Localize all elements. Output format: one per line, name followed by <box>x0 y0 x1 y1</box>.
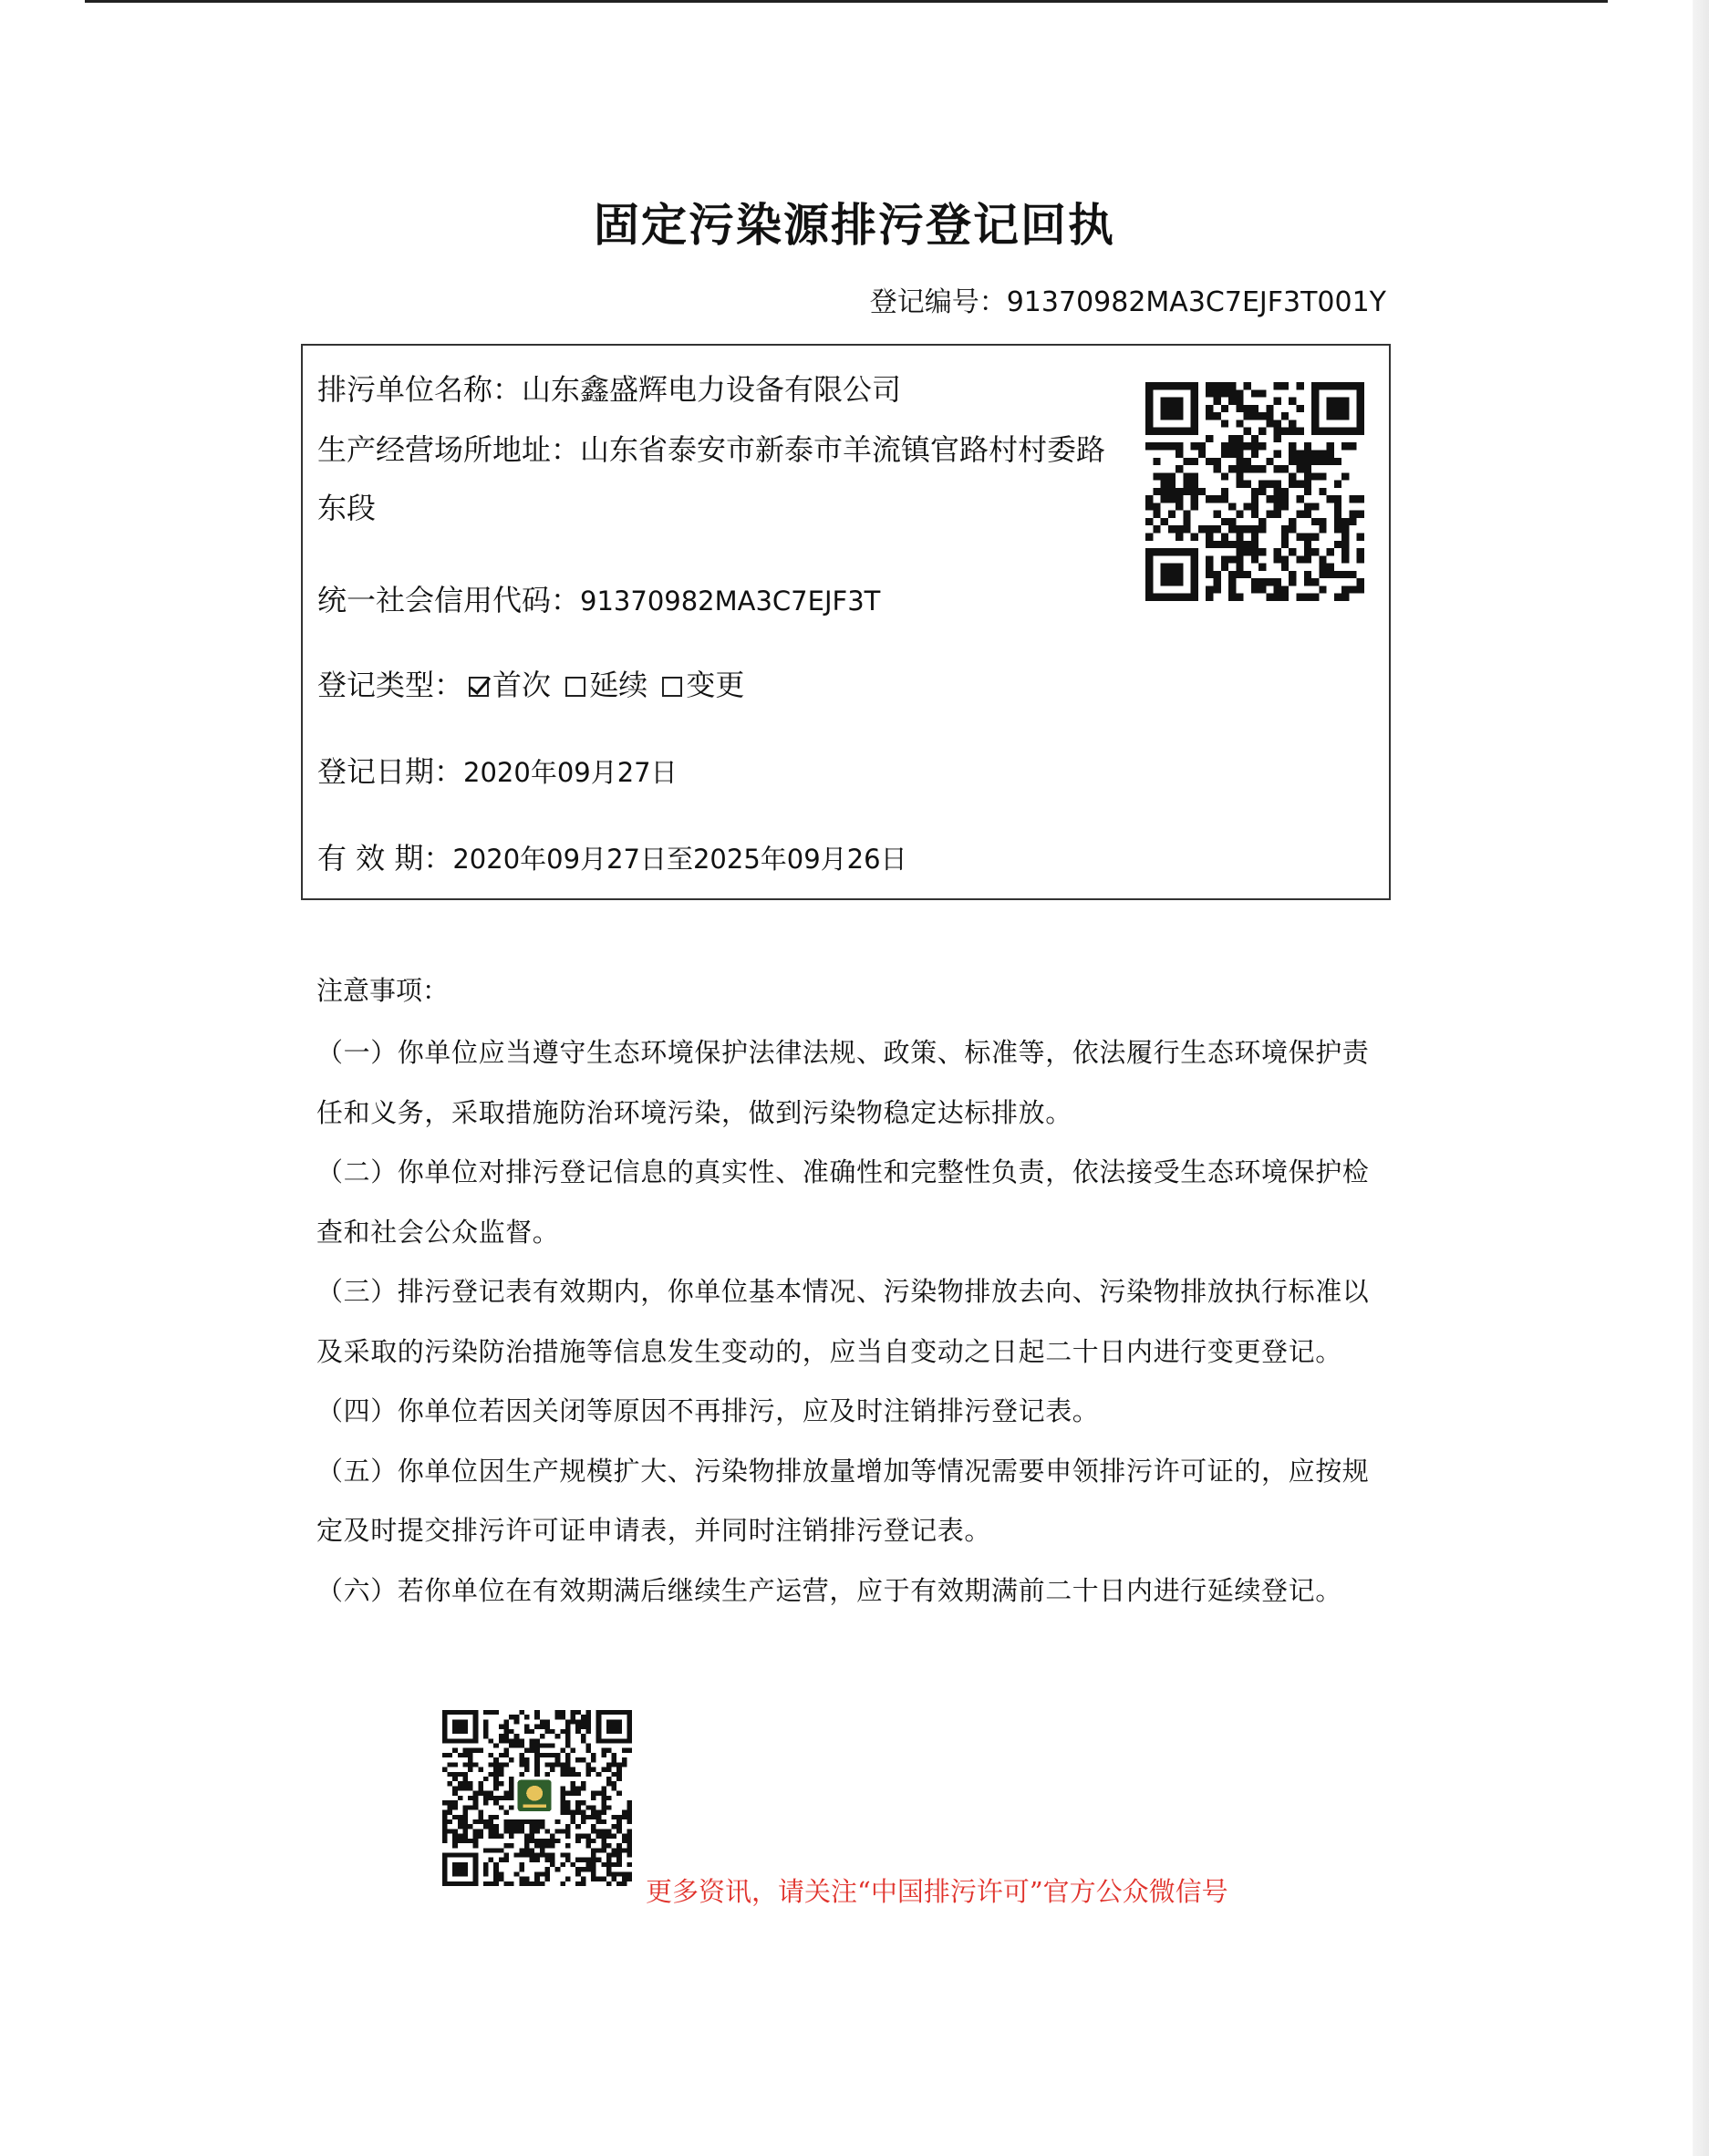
option-first-time: 首次 <box>492 668 552 702</box>
registration-number-value: 91370982MA3C7EJF3T001Y <box>1006 286 1386 318</box>
registration-type-field <box>317 657 744 713</box>
note-item: （五）你单位因生产规模扩大、污染物排放量增加等情况需要申领排污许可证的，应按规定及时提交排污许可证申请表，并同时注销排污登记表。 <box>316 1455 1370 1546</box>
checkbox-change-icon <box>662 677 682 697</box>
qr-code-icon <box>1145 382 1364 601</box>
validity-value: 2020年09月27日至2025年09月26日 <box>452 844 907 875</box>
note-item: （四）你单位若因关闭等原因不再排污，应及时注销排污登记表。 <box>316 1395 1100 1426</box>
address-label: 生产经营场所地址： <box>317 432 581 467</box>
registration-info-box <box>301 344 1391 900</box>
option-extension: 延续 <box>589 668 648 702</box>
unit-name-value: 山东鑫盛辉电力设备有限公司 <box>522 372 902 407</box>
note-item: （二）你单位对排污登记信息的真实性、准确性和完整性负责，依法接受生态环境保护检查和社会公众监督。 <box>316 1156 1370 1248</box>
address-field <box>317 420 1120 537</box>
credit-code-value: 91370982MA3C7EJF3T <box>580 586 881 617</box>
notes-list <box>316 1023 1374 1621</box>
registration-number <box>848 280 1386 326</box>
registration-date-label: 登记日期： <box>317 754 464 789</box>
unit-name-label: 排污单位名称： <box>317 372 523 407</box>
unit-name-field <box>317 361 901 418</box>
credit-code-label: 统一社会信用代码： <box>317 583 581 617</box>
address-value: 山东省泰安市新泰市羊流镇官路村村委路东段 <box>317 432 1106 525</box>
checkbox-extension-icon <box>565 677 585 697</box>
registration-number-label: 登记编号： <box>869 286 1007 318</box>
notes-heading: 注意事项： <box>316 975 450 1006</box>
option-change: 变更 <box>686 668 745 702</box>
credit-code-field <box>317 572 880 629</box>
validity-field <box>317 830 907 887</box>
document-title: 固定污染源排污登记回执 <box>594 198 1115 252</box>
wechat-caption: 更多资讯，请关注“中国排污许可”官方公众微信号 <box>646 1876 1228 1907</box>
note-item: （三）排污登记表有效期内，你单位基本情况、污染物排放去向、污染物排放执行标准以及采取的污染防治措施等信息发生变动的，应当自变动之日起二十日内进行变更登记。 <box>316 1276 1370 1367</box>
validity-label: 有 效 期： <box>317 841 453 876</box>
note-item: （一）你单位应当遵守生态环境保护法律法规、政策、标准等，依法履行生态环境保护责任和义务，采取措施防治环境污染，做到污染物稳定达标排放。 <box>316 1037 1370 1128</box>
checkbox-first-time-icon <box>469 677 489 697</box>
page-edge-shadow <box>1693 0 1709 2156</box>
registration-date-value: 2020年09月27日 <box>463 757 678 788</box>
note-item: （六）若你单位在有效期满后继续生产运营，应于有效期满前二十日内进行延续登记。 <box>316 1574 1342 1606</box>
wechat-qr-code-icon <box>442 1710 632 1886</box>
registration-date-field <box>317 743 678 801</box>
top-rule <box>85 0 1608 3</box>
registration-type-label: 登记类型： <box>317 668 464 702</box>
